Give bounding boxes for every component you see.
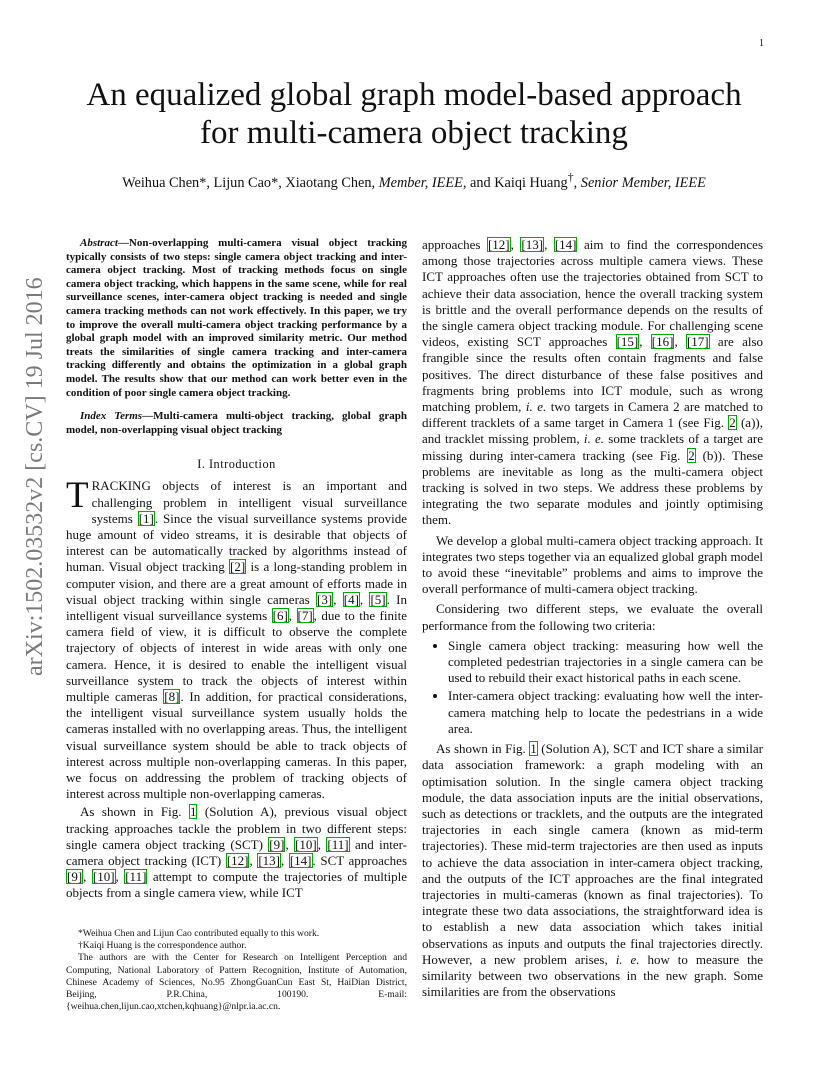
- list-item: • Inter-camera object tracking: evaluating how well the inter-camera matching help to locate the pedestrians in a wide area.: [448, 688, 763, 737]
- figure-link[interactable]: 2: [688, 447, 695, 463]
- text: ,: [288, 607, 297, 623]
- citation-link[interactable]: [17]: [686, 334, 709, 350]
- arxiv-stamp: [14, 277, 54, 700]
- text: RACKING objects of interest is an important and challenging problem in intelligent visual surveillance systems: [91, 478, 407, 526]
- text: (b)). These problems are inevitable as long as the multi-camera object tracking is solved in two steps. We address these problems by integrating the two separate modules and jointly optimising them.: [422, 447, 764, 528]
- text: . SCT approaches: [312, 852, 408, 868]
- right-paragraph-1: [422, 237, 763, 529]
- citation-link[interactable]: [9]: [269, 836, 285, 852]
- index-terms-label: Index Terms: [80, 410, 143, 423]
- footnote: *Weihua Chen and Lijun Cao contributed equally to this work.: [78, 928, 320, 939]
- citation-link[interactable]: [11]: [125, 869, 147, 885]
- citation-link[interactable]: [14]: [554, 237, 577, 252]
- citation-link[interactable]: [9]: [67, 869, 83, 885]
- author-role: Senior Member, IEEE: [580, 174, 706, 191]
- text: , due to the finite camera field of view, it is difficult to observe the complete trajectory of objects of interest in wide areas with only one camera. Hence, it is desired to enable the intelligent visual surveillance system to track the objects of interest within multiple cameras: [66, 607, 407, 704]
- text: ,: [333, 591, 343, 607]
- text: how to measure the similarity between two observations in the new graph. Some similarities are from the observations: [422, 951, 763, 1000]
- right-paragraph-2: We develop a global multi-camera object tracking approach. It integrates two steps together via an equalized global graph model to avoid these “inevitable” problems and aims to improve the overall performance of multi-camera object tracking.: [422, 532, 763, 597]
- arxiv-stamp-text: arXiv:1502.03532v2 [cs.CV] 19 Jul 2016: [22, 277, 48, 676]
- text: ,: [674, 334, 686, 350]
- text: ,: [285, 836, 295, 852]
- title-line-2: for multi-camera object tracking: [200, 115, 628, 151]
- citation-link[interactable]: [12]: [487, 237, 510, 252]
- citation-link[interactable]: [2]: [230, 559, 246, 575]
- authors-part: , and Kaiqi Huang: [462, 174, 568, 191]
- text: . In addition, for practical considerations, the intelligent visual surveillance system usually holds the cameras installed with no overlapping areas. Thus, the intelligent visual surveillance system should be able to track objects of interest across multiple non-overlapping cameras. In this paper, we focus on addressing the problem of tracking objects of interest across multiple non-overlapping cameras.: [66, 688, 407, 802]
- author-mark: †: [567, 170, 574, 184]
- intro-paragraph-2: [66, 804, 407, 901]
- abstract-text: —Non-overlapping multi-camera visual object tracking typically consists of two steps: single camera object tracking and inter-camera object tracking. Most of tracking methods focus on single camera object tracking, which happens in the same scene, while for real surveillance scenes, inter-camera object tracking is needed and single camera tracking methods can not work effectively. In this paper, we try to improve the overall multi-camera object tracking performance by a global graph model with an improved similarity metric. Our method treats the similarities of single camera tracking and inter-camera tracking differently and obtains the optimization in a global graph model. The results show that our method can work better even in the condition of poor single camera object tracking.: [66, 237, 407, 399]
- right-paragraph-4: [422, 741, 763, 1000]
- page-number: 1: [759, 38, 764, 49]
- text: ,: [281, 852, 289, 868]
- text: approaches: [422, 237, 487, 252]
- text: are also frangible since the results often contain fragments and false positives. The direct disturbance of these false positives and fragments bring problems into ICT module, such as wrong matching problem,: [422, 334, 764, 415]
- intro-paragraph-1: [66, 475, 407, 802]
- text-italic: i. e.: [583, 431, 605, 447]
- authors-part: Weihua Chen*, Lijun Cao*, Xiaotang Chen,: [122, 174, 379, 191]
- text: As shown in Fig.: [80, 804, 189, 820]
- text: some tracklets of a target are missing during inter-camera tracking (see Fig.: [422, 431, 763, 463]
- text: As shown in Fig.: [436, 741, 530, 757]
- left-column: [66, 237, 407, 902]
- paper-title: [60, 76, 768, 152]
- citation-link[interactable]: [15]: [616, 334, 639, 350]
- figure-link[interactable]: 2: [729, 415, 736, 431]
- text: ,: [115, 869, 125, 885]
- title-line-1: An equalized global graph model-based approach: [86, 77, 742, 113]
- author-list: [60, 170, 768, 192]
- citation-link[interactable]: [10]: [92, 869, 115, 885]
- citation-link[interactable]: [13]: [521, 237, 544, 252]
- text-italic: i. e.: [525, 399, 547, 415]
- footnote: The authors are with the Center for Research on Intelligent Perception and Computing, National Laboratory of Pattern Recognition, Institute of Automation, Chinese Academy of Sciences, No.95 ZhongGuanCun East St, HaiDian District, Beijing, P.R.China, 100190. E-mail: {weihua.chen,lijun.cao,xtchen,kqhuang}@nlpr.ia.ac.cn.: [66, 952, 407, 1013]
- text: . In intelligent visual surveillance systems: [66, 591, 407, 623]
- citation-link[interactable]: [6]: [272, 607, 288, 623]
- citation-link[interactable]: [13]: [258, 852, 280, 868]
- text: (Solution A), SCT and ICT share a similar data association framework: a graph modeling with an optimisation solution. In the single camera object tracking module, the data association inputs are the initial observations, such as detections or tracklets, and the outputs are the integrated trajectories in each single camera (known as mid-term trajectories). These mid-term trajectories are then used as inputs to achieve the data association in inter-camera object tracking, and the outputs of the ICT approaches are the final integrated trajectories in multi-cameras (known as final trajectories). To integrate these two data associations, the straightforward idea is to establish a new data association which takes initial observations as inputs and outputs the final trajectories directly. However, a new problem arises,: [422, 741, 763, 967]
- author-role: Member, IEEE: [378, 174, 463, 191]
- text: two targets in Camera 2 are matched to different tracklets of a same target in Camera 1 (see Fig.: [422, 399, 764, 431]
- citation-link[interactable]: [3]: [317, 591, 333, 607]
- text: is a long-standing problem in computer vision, and there are a great amount of efforts made in visual object tracking within single cameras: [66, 559, 407, 607]
- text: . Since the visual surveillance systems provide huge amount of video streams, it is desirable that objects of interest can be automatically tracked by algorithms instead of human. Visual object tracking: [66, 510, 407, 575]
- abstract: [66, 237, 407, 400]
- text: ,: [544, 237, 554, 252]
- text: and inter-camera object tracking (ICT): [66, 836, 407, 868]
- text: ,: [639, 334, 651, 350]
- citation-link[interactable]: [11]: [327, 836, 349, 852]
- authors-part: ,: [573, 174, 581, 191]
- right-column: [422, 237, 763, 1000]
- text: ,: [359, 591, 370, 607]
- citation-link[interactable]: [16]: [651, 334, 674, 350]
- figure-link[interactable]: 1: [189, 804, 197, 820]
- footnote: †Kaiqi Huang is the correspondence author.: [78, 940, 247, 952]
- figure-link[interactable]: 1: [530, 741, 537, 757]
- citation-link[interactable]: [14]: [289, 852, 312, 868]
- abstract-label: Abstract: [80, 237, 118, 249]
- citation-link[interactable]: [10]: [295, 836, 317, 852]
- text: ,: [83, 869, 92, 885]
- text: ,: [510, 237, 521, 252]
- criteria-list: [422, 638, 763, 737]
- text: aim to find the correspondences among those trajectories across multiple camera views. These ICT approaches often use the trajectories obtained from SCT to achieve their data association, hence the overall tracking system is brittle and the overall performance depends on the results of the single camera object tracking module. For challenging scene videos, existing SCT approaches: [422, 237, 764, 350]
- footnotes: [66, 928, 407, 1013]
- drop-cap: T: [66, 475, 89, 517]
- text: attempt to compute the trajectories of multiple objects from a single camera view, while ICT: [66, 869, 408, 901]
- text: ,: [249, 852, 258, 868]
- text: (a)), and tracklet missing problem,: [422, 415, 763, 447]
- right-paragraph-3: Considering two different steps, we evaluate the overall performance from the following two criteria:: [422, 601, 763, 633]
- index-terms: [66, 410, 407, 437]
- list-item: • Single camera object tracking: measuring how well the completed pedestrian trajectories in a single camera can be used to rebuild their exact historical paths in each scene.: [448, 638, 763, 687]
- citation-link[interactable]: [4]: [343, 591, 359, 607]
- citation-link[interactable]: [5]: [370, 591, 386, 607]
- citation-link[interactable]: [1]: [138, 510, 154, 526]
- text: (Solution A), previous visual object tracking approaches tackle the problem in two different steps: single camera object tracking (SCT): [66, 804, 407, 852]
- citation-link[interactable]: [12]: [226, 852, 249, 868]
- text: ,: [317, 836, 327, 852]
- citation-link[interactable]: [7]: [297, 607, 313, 623]
- citation-link[interactable]: [8]: [164, 688, 180, 704]
- text-italic: i. e.: [615, 951, 640, 967]
- section-heading: I. Introduction: [197, 457, 276, 472]
- index-terms-text: —Multi-camera multi-object tracking, global graph model, non-overlapping visual object tracking: [66, 410, 407, 436]
